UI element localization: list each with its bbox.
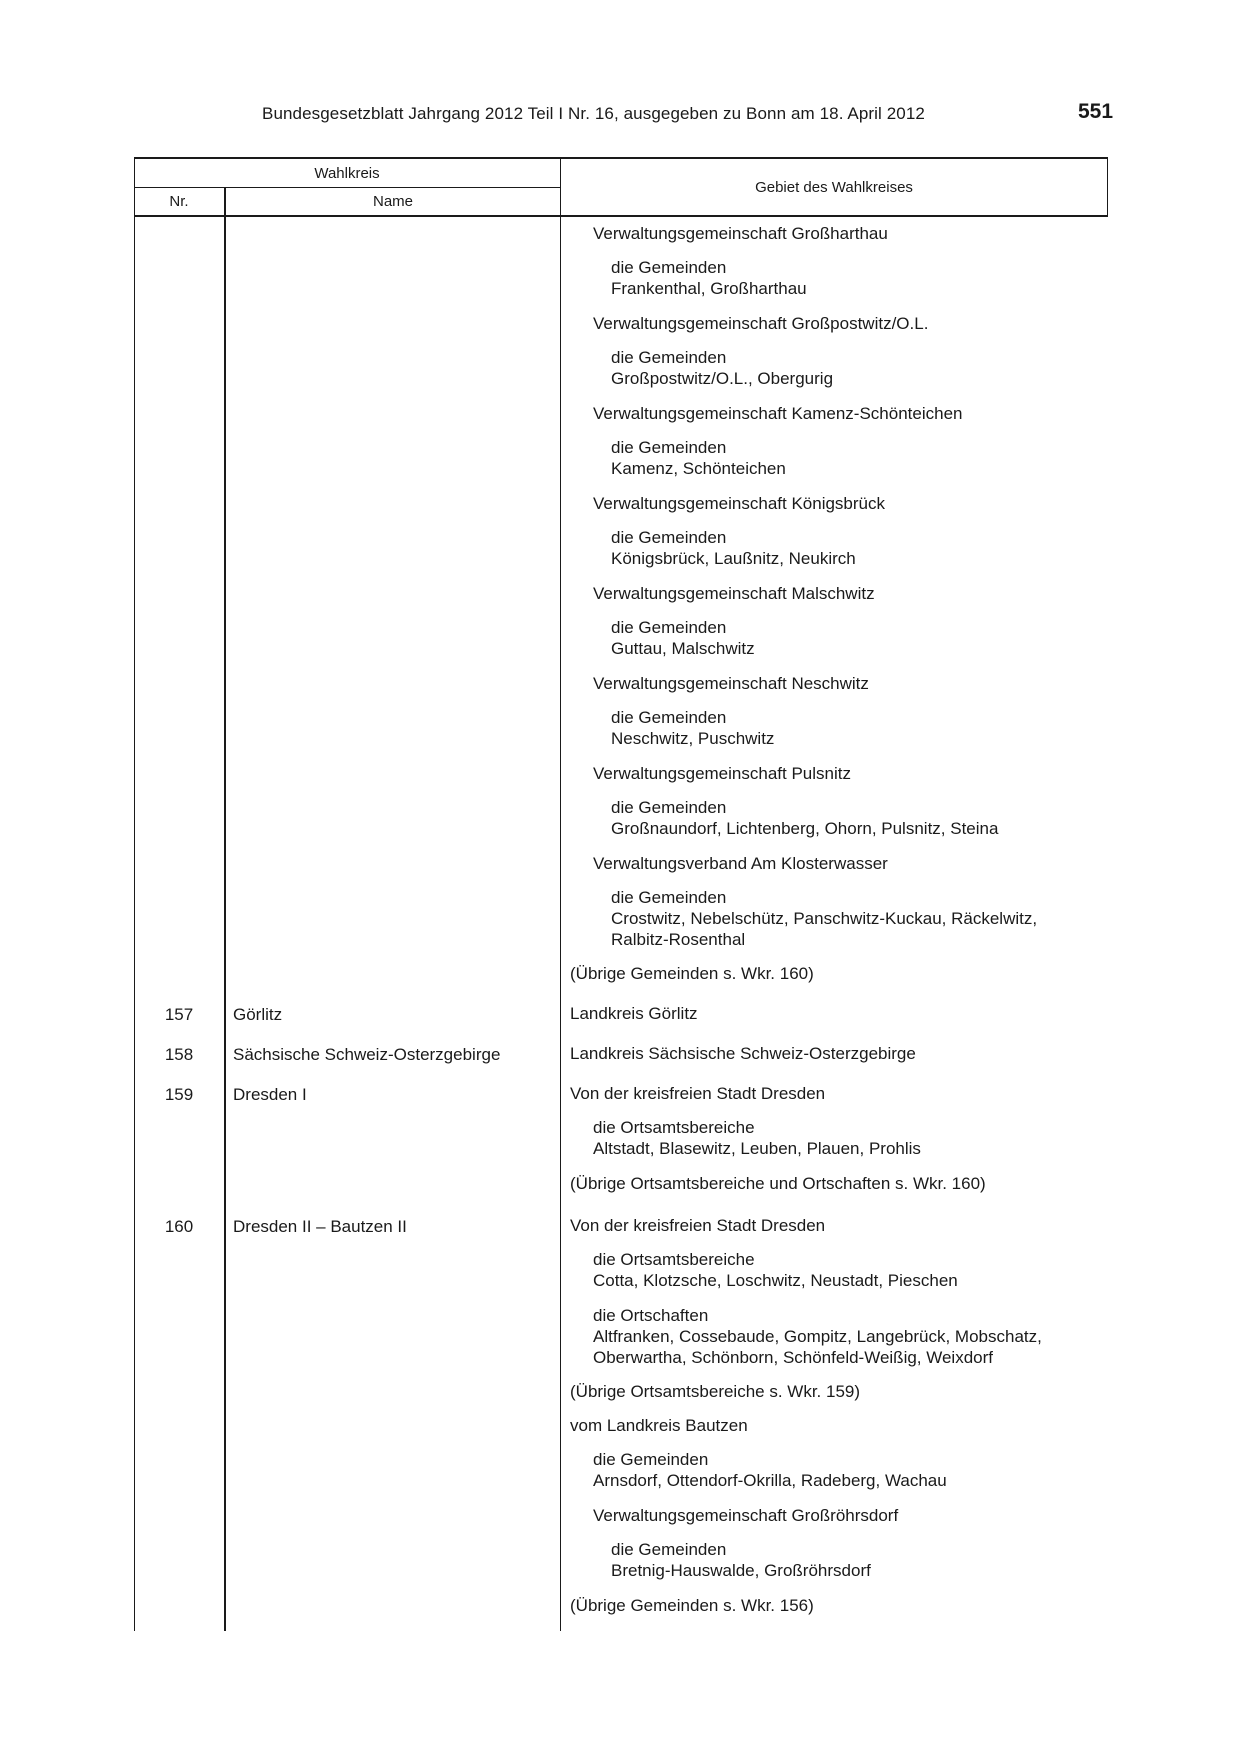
entry-vg-grosspostwitz (593, 313, 928, 334)
entry-gemeinden-grossroehrsdorf (611, 1539, 871, 1581)
entry-line: (Übrige Gemeinden s. Wkr. 156) (570, 1596, 814, 1615)
entry-line: die Gemeinden (611, 1540, 727, 1559)
entry-line: (Übrige Gemeinden s. Wkr. 160) (570, 964, 814, 983)
entry-vg-kamenz (593, 403, 963, 424)
entry-line: Neschwitz, Puschwitz (611, 729, 775, 748)
row-nr-157: 157 (164, 1005, 194, 1024)
entry-line: Altfranken, Cossebaude, Gompitz, Langebrück, Mobschatz, (593, 1327, 1042, 1346)
entry-ortschaften-160 (593, 1305, 1042, 1368)
entry-line: Verwaltungsgemeinschaft Königsbrück (593, 494, 885, 513)
entry-line: Königsbrück, Laußnitz, Neukirch (611, 549, 856, 568)
entry-vg-koenigsbrueck (593, 493, 885, 514)
entry-line: vom Landkreis Bautzen (570, 1416, 748, 1435)
entry-landkreis-bautzen (570, 1415, 748, 1436)
header-wahlkreis: Wahlkreis (314, 165, 380, 182)
header-bottom-border (134, 215, 1108, 217)
entry-line: die Gemeinden (611, 528, 727, 547)
column-divider-name (560, 157, 561, 1631)
header-name: Name (372, 193, 413, 210)
entry-vg-neschwitz (593, 673, 869, 694)
entry-line: die Gemeinden (611, 618, 727, 637)
page-header-title: Bundesgesetzblatt Jahrgang 2012 Teil I Nr. 16, ausgegeben zu Bonn am 18. April 2012 (262, 104, 925, 123)
entry-vg-pulsnitz (593, 763, 851, 784)
entry-gemeinden-grosspostwitz (611, 347, 833, 389)
entry-line: Verwaltungsgemeinschaft Pulsnitz (593, 764, 851, 783)
entry-line: Verwaltungsgemeinschaft Großröhrsdorf (593, 1506, 899, 1525)
entry-gemeinden-pulsnitz (611, 797, 998, 839)
entry-line: die Ortschaften (593, 1306, 709, 1325)
page-number: 551 (1078, 100, 1114, 123)
page-header (0, 100, 1241, 130)
entry-line: Verwaltungsgemeinschaft Malschwitz (593, 584, 875, 603)
entry-line: Cotta, Klotzsche, Loschwitz, Neustadt, Pieschen (593, 1271, 958, 1290)
entry-gemeinden-malschwitz (611, 617, 755, 659)
entry-dresden-159 (570, 1083, 825, 1104)
entry-uebrige-160b (570, 1595, 814, 1616)
column-divider-nr (224, 187, 226, 1631)
entry-line: Von der kreisfreien Stadt Dresden (570, 1084, 826, 1103)
entry-gemeinden-neschwitz (611, 707, 774, 749)
entry-uebrige-156 (570, 963, 814, 984)
entry-line: (Übrige Ortsamtsbereiche und Ortschaften s. Wkr. 160) (570, 1174, 986, 1193)
entry-line: Landkreis Görlitz (570, 1004, 698, 1023)
entry-line: (Übrige Ortsamtsbereiche s. Wkr. 159) (570, 1382, 861, 1401)
entry-ortsamtsbereiche-160 (593, 1249, 958, 1291)
entry-line: die Gemeinden (611, 438, 727, 457)
entry-landkreis-ssoe (570, 1043, 916, 1064)
entry-line: die Gemeinden (593, 1450, 709, 1469)
entry-gemeinden-koenigsbrueck (611, 527, 856, 569)
entry-line: Bretnig-Hauswalde, Großröhrsdorf (611, 1561, 871, 1580)
entry-line: Großnaundorf, Lichtenberg, Ohorn, Pulsnitz, Steina (611, 819, 999, 838)
header-nr: Nr. (169, 193, 189, 210)
entry-line: Verwaltungsgemeinschaft Kamenz-Schönteichen (593, 404, 963, 423)
table-left-border-body (134, 217, 135, 1631)
entry-line: die Gemeinden (611, 348, 727, 367)
table-right-border (1107, 157, 1108, 217)
entry-line: die Gemeinden (611, 258, 727, 277)
entry-line: die Ortsamtsbereiche (593, 1118, 755, 1137)
entry-gemeinden-grossharthau (611, 257, 807, 299)
entry-uebrige-159 (570, 1173, 986, 1194)
entry-line: Crostwitz, Nebelschütz, Panschwitz-Kuckau, Räckelwitz, (611, 909, 1038, 928)
entry-line: Landkreis Sächsische Schweiz-Osterzgebirge (570, 1044, 916, 1063)
entry-vv-klosterwasser (593, 853, 888, 874)
entry-vg-grossharthau (593, 223, 888, 244)
electoral-district-table (134, 157, 1108, 1631)
entry-line: Verwaltungsgemeinschaft Großpostwitz/O.L. (593, 314, 929, 333)
entry-line: die Ortsamtsbereiche (593, 1250, 755, 1269)
entry-line: Verwaltungsgemeinschaft Neschwitz (593, 674, 869, 693)
entry-landkreis-goerlitz (570, 1003, 698, 1024)
entry-line: Oberwartha, Schönborn, Schönfeld-Weißig, Weixdorf (593, 1348, 994, 1367)
entry-line: Verwaltungsgemeinschaft Großharthau (593, 224, 888, 243)
entry-line: Frankenthal, Großharthau (611, 279, 807, 298)
entry-line: Arnsdorf, Ottendorf-Okrilla, Radeberg, Wachau (593, 1471, 947, 1490)
row-nr-158: 158 (164, 1045, 194, 1064)
entry-line: Verwaltungsverband Am Klosterwasser (593, 854, 888, 873)
entry-dresden-160 (570, 1215, 825, 1236)
header-gebiet: Gebiet des Wahlkreises (755, 179, 913, 196)
entry-line: Großpostwitz/O.L., Obergurig (611, 369, 834, 388)
entry-line: die Gemeinden (611, 708, 727, 727)
row-nr-159: 159 (164, 1085, 194, 1104)
row-name-157: Görlitz (233, 1005, 283, 1024)
entry-gemeinden-bautzen (593, 1449, 947, 1491)
row-nr-160: 160 (164, 1217, 194, 1236)
entry-ortsamtsbereiche-159 (593, 1117, 921, 1159)
entry-vg-malschwitz (593, 583, 875, 604)
entry-line: die Gemeinden (611, 888, 727, 907)
entry-line: die Gemeinden (611, 798, 727, 817)
entry-line: Guttau, Malschwitz (611, 639, 755, 658)
entry-vg-grossroehrsdorf (593, 1505, 898, 1526)
table-top-border (134, 157, 1108, 159)
entry-gemeinden-klosterwasser (611, 887, 1037, 950)
row-name-159: Dresden I (233, 1085, 307, 1104)
entry-line: Kamenz, Schönteichen (611, 459, 786, 478)
entry-line: Von der kreisfreien Stadt Dresden (570, 1216, 826, 1235)
row-name-158: Sächsische Schweiz-Osterzgebirge (233, 1045, 501, 1064)
entry-line: Altstadt, Blasewitz, Leuben, Plauen, Prohlis (593, 1139, 921, 1158)
header-group-divider (134, 187, 560, 188)
entry-uebrige-160 (570, 1381, 860, 1402)
entry-line: Ralbitz-Rosenthal (611, 930, 746, 949)
entry-gemeinden-kamenz (611, 437, 786, 479)
row-name-160: Dresden II – Bautzen II (233, 1217, 407, 1236)
